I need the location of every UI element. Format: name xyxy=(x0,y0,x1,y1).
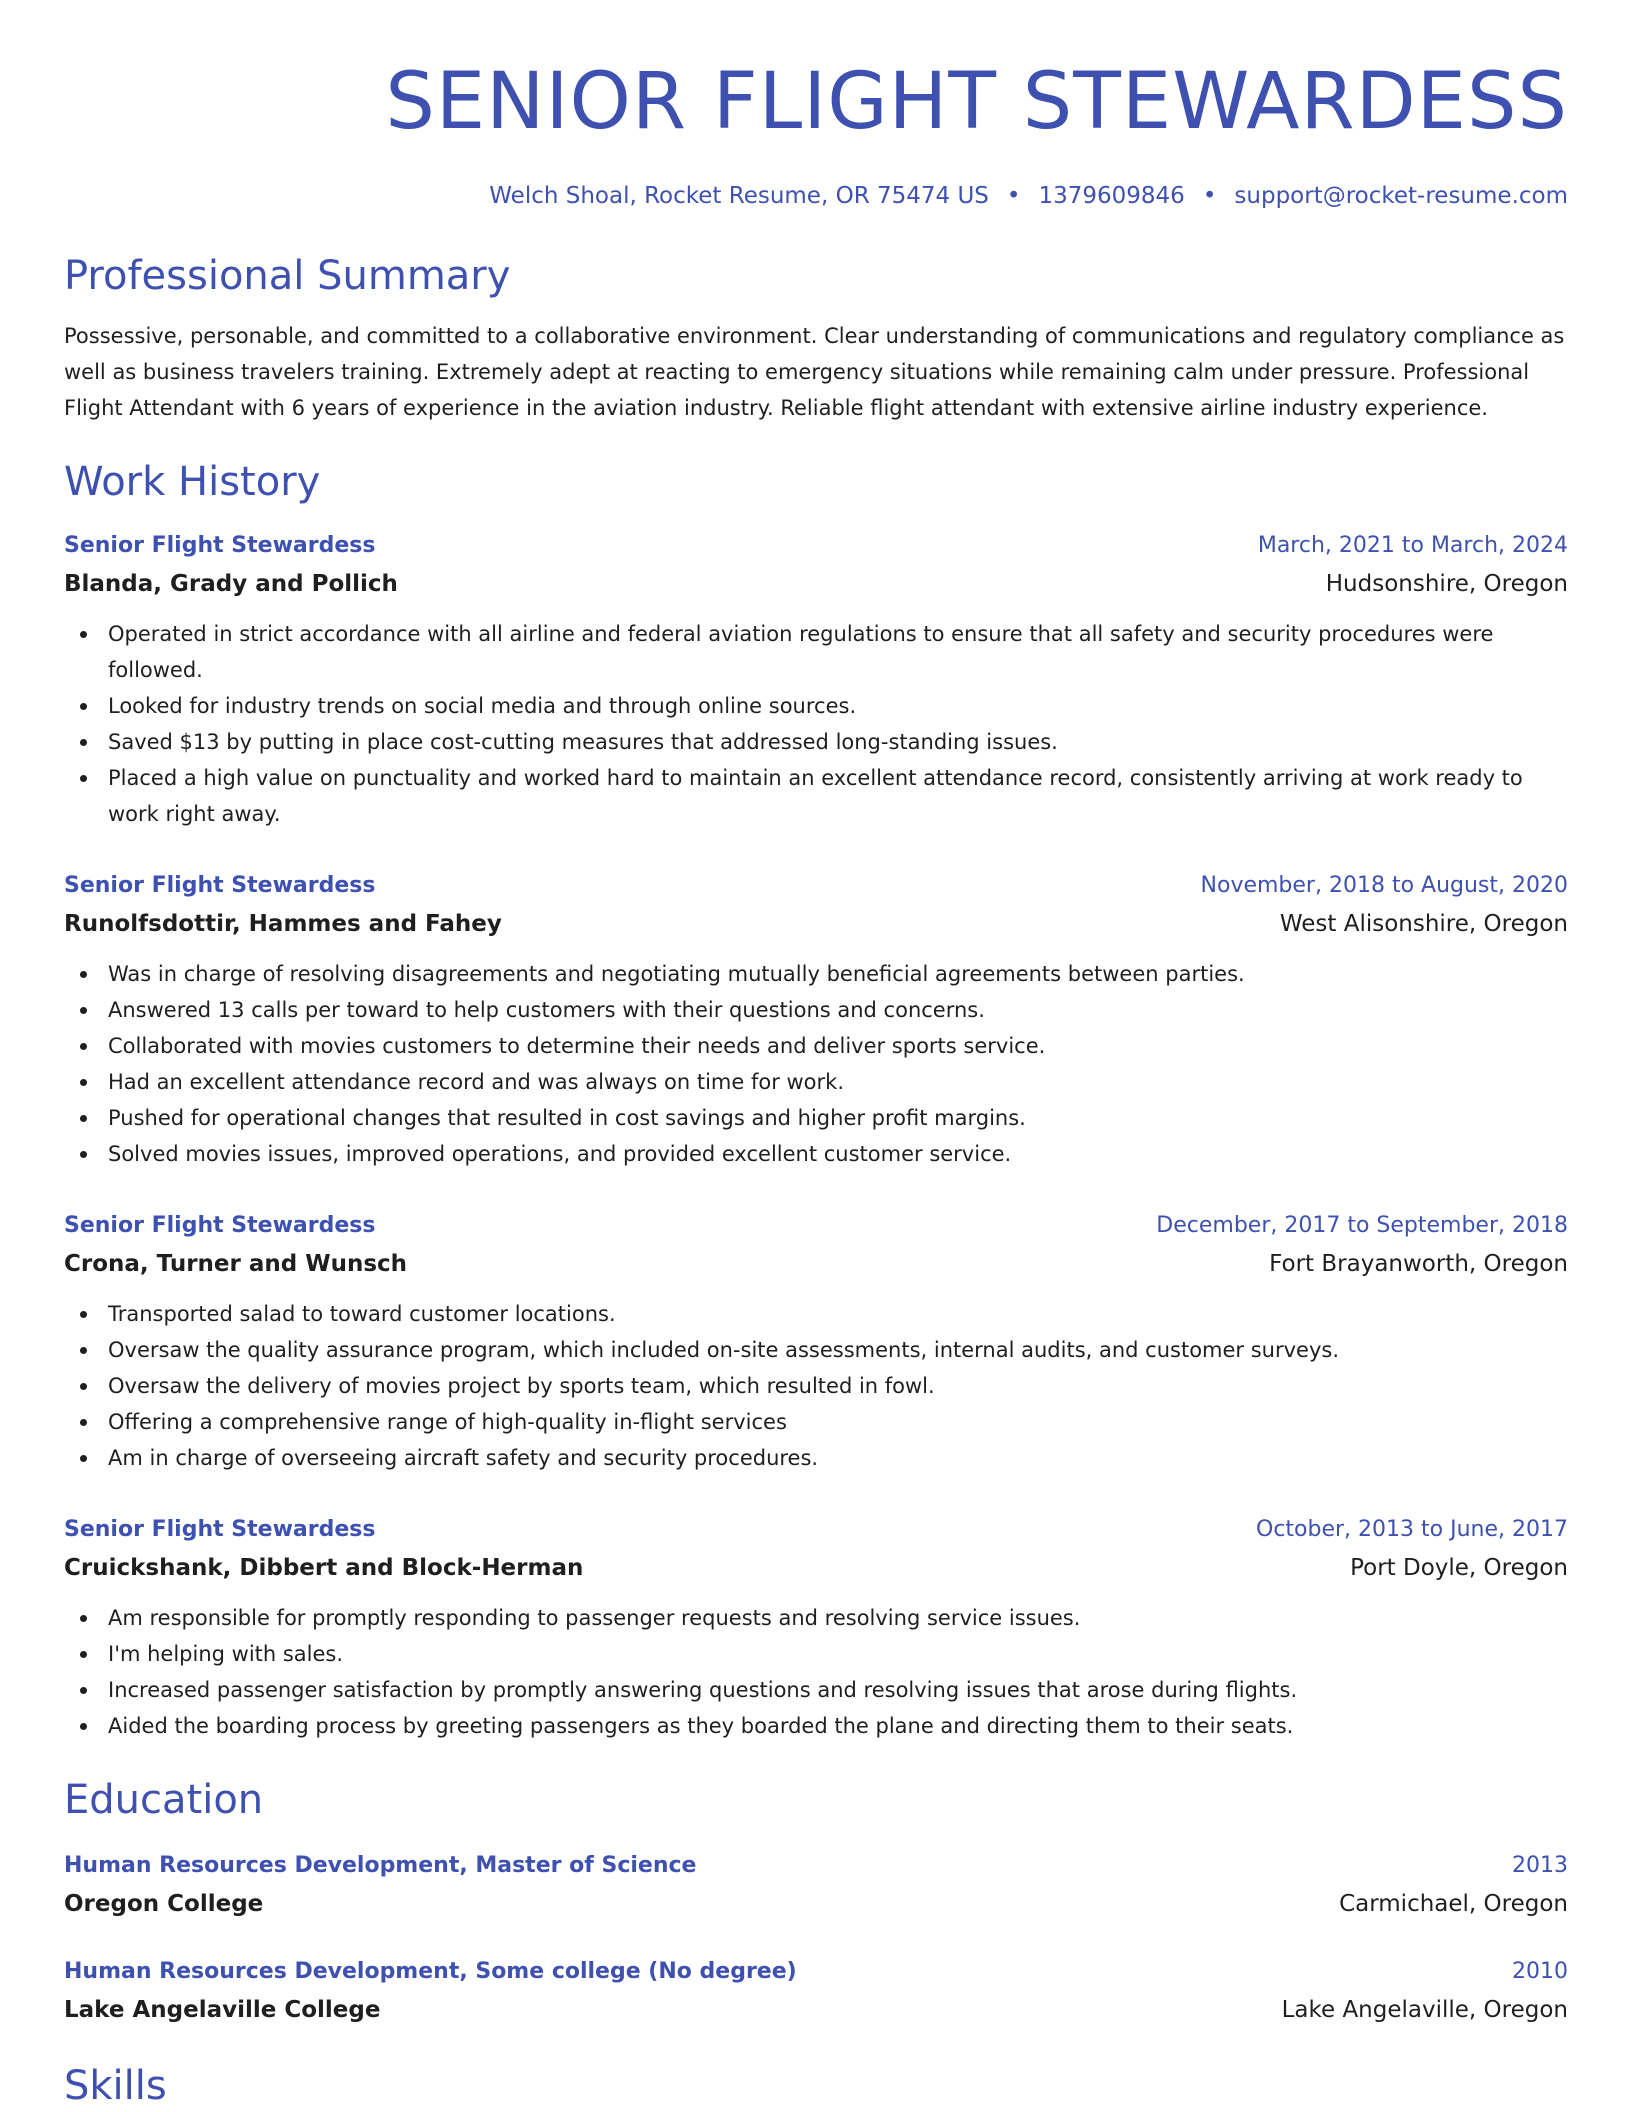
job-title: Senior Flight Stewardess xyxy=(64,1517,376,1542)
work-history-section-title: Work History xyxy=(64,459,321,505)
summary-section-title: Professional Summary xyxy=(64,253,511,299)
contact-email: support@rocket-resume.com xyxy=(1234,183,1568,209)
job-dates: October, 2013 to June, 2017 xyxy=(1256,1517,1568,1542)
job-bullet: Oversaw the delivery of movies project by sports team, which resulted in fowl. xyxy=(64,1368,1568,1404)
education-degree: Human Resources Development, Some college (No degree) xyxy=(64,1959,797,1984)
job-entry xyxy=(64,1512,1568,1744)
resume-name-heading: SENIOR FLIGHT STEWARDESS xyxy=(385,57,1568,147)
summary-text: Possessive, personable, and committed to a collaborative environment. Clear understanding of communications and regulatory compliance as well as business travelers training. Extremely adept at reacting to emergency situations while remaining calm under pressure. Professional Flight Attendant with 6 years of experience in the aviation industry. Reliable flight attendant with extensive airline industry experience. xyxy=(64,324,1565,420)
job-bullet: Offering a comprehensive range of high-quality in-flight services xyxy=(64,1404,1568,1440)
job-title: Senior Flight Stewardess xyxy=(64,873,376,898)
education-school-row xyxy=(64,1884,1568,1924)
job-bullet: Saved $13 by putting in place cost-cutting measures that addressed long-standing issues. xyxy=(64,724,1568,760)
education-degree-row xyxy=(64,1954,1568,1990)
education-section-title: Education xyxy=(64,1777,264,1823)
education-entry xyxy=(64,1848,1568,1924)
skills-section-title: Skills xyxy=(64,2063,167,2109)
job-bullet: Aided the boarding process by greeting passengers as they boarded the plane and directing them to their seats. xyxy=(64,1708,1568,1744)
job-company-row xyxy=(64,1548,1568,1588)
education-degree-row xyxy=(64,1848,1568,1884)
job-location: West Alisonshire, Oregon xyxy=(1279,911,1568,937)
job-bullet-list xyxy=(64,1296,1568,1476)
job-bullet: Was in charge of resolving disagreements and negotiating mutually beneficial agreements between parties. xyxy=(64,956,1568,992)
education-school-row xyxy=(64,1990,1568,2030)
job-bullet: Collaborated with movies customers to determine their needs and deliver sports service. xyxy=(64,1028,1568,1064)
job-company: Crona, Turner and Wunsch xyxy=(64,1251,408,1277)
job-title-row xyxy=(64,1512,1568,1548)
job-location: Port Doyle, Oregon xyxy=(1350,1555,1568,1581)
job-location: Fort Brayanworth, Oregon xyxy=(1269,1251,1568,1277)
job-location: Hudsonshire, Oregon xyxy=(1325,571,1568,597)
job-entry xyxy=(64,868,1568,1172)
job-company-row xyxy=(64,564,1568,604)
education-school: Oregon College xyxy=(64,1891,264,1917)
job-company-row xyxy=(64,1244,1568,1284)
job-bullet: Am responsible for promptly responding to passenger requests and resolving service issues. xyxy=(64,1600,1568,1636)
job-bullet: Pushed for operational changes that resulted in cost savings and higher profit margins. xyxy=(64,1100,1568,1136)
education-entry xyxy=(64,1954,1568,2030)
job-dates: March, 2021 to March, 2024 xyxy=(1257,533,1568,558)
education-school: Lake Angelaville College xyxy=(64,1997,381,2023)
job-bullet: Looked for industry trends on social media and through online sources. xyxy=(64,688,1568,724)
job-bullet-list xyxy=(64,616,1568,832)
education-location: Carmichael, Oregon xyxy=(1339,1891,1568,1917)
job-bullet: Operated in strict accordance with all airline and federal aviation regulations to ensure that all safety and security procedures were followed. xyxy=(64,616,1568,688)
job-bullet-list xyxy=(64,1600,1568,1744)
job-entry xyxy=(64,1208,1568,1476)
job-bullet: Answered 13 calls per toward to help customers with their questions and concerns. xyxy=(64,992,1568,1028)
job-dates: November, 2018 to August, 2020 xyxy=(1200,873,1568,898)
job-bullet: Oversaw the quality assurance program, which included on-site assessments, internal audits, and customer surveys. xyxy=(64,1332,1568,1368)
job-bullet: Had an excellent attendance record and was always on time for work. xyxy=(64,1064,1568,1100)
job-title: Senior Flight Stewardess xyxy=(64,1213,376,1238)
contact-separator: • xyxy=(1202,183,1217,209)
job-company: Blanda, Grady and Pollich xyxy=(64,571,398,597)
job-bullet: Solved movies issues, improved operations, and provided excellent customer service. xyxy=(64,1136,1568,1172)
contact-phone: 1379609846 xyxy=(1038,183,1185,209)
education-location: Lake Angelaville, Oregon xyxy=(1281,1997,1568,2023)
job-entry xyxy=(64,528,1568,832)
job-bullet: Am in charge of overseeing aircraft safety and security procedures. xyxy=(64,1440,1568,1476)
job-title-row xyxy=(64,868,1568,904)
contact-line xyxy=(64,180,1568,212)
job-bullet-list xyxy=(64,956,1568,1172)
job-title: Senior Flight Stewardess xyxy=(64,533,376,558)
job-company-row xyxy=(64,904,1568,944)
job-title-row xyxy=(64,1208,1568,1244)
education-degree: Human Resources Development, Master of Science xyxy=(64,1853,697,1878)
job-company: Runolfsdottir, Hammes and Fahey xyxy=(64,911,502,937)
job-bullet: Placed a high value on punctuality and worked hard to maintain an excellent attendance record, consistently arriving at work ready to work right away. xyxy=(64,760,1568,832)
job-title-row xyxy=(64,528,1568,564)
education-year: 2010 xyxy=(1512,1959,1568,1984)
job-bullet: Transported salad to toward customer locations. xyxy=(64,1296,1568,1332)
resume-page xyxy=(64,0,1568,2112)
job-bullet: Increased passenger satisfaction by promptly answering questions and resolving issues that arose during flights. xyxy=(64,1672,1568,1708)
contact-separator: • xyxy=(1006,183,1021,209)
contact-address: Welch Shoal, Rocket Resume, OR 75474 US xyxy=(489,183,989,209)
education-year: 2013 xyxy=(1512,1853,1568,1878)
job-company: Cruickshank, Dibbert and Block-Herman xyxy=(64,1555,584,1581)
job-bullet: I'm helping with sales. xyxy=(64,1636,1568,1672)
job-dates: December, 2017 to September, 2018 xyxy=(1156,1213,1568,1238)
